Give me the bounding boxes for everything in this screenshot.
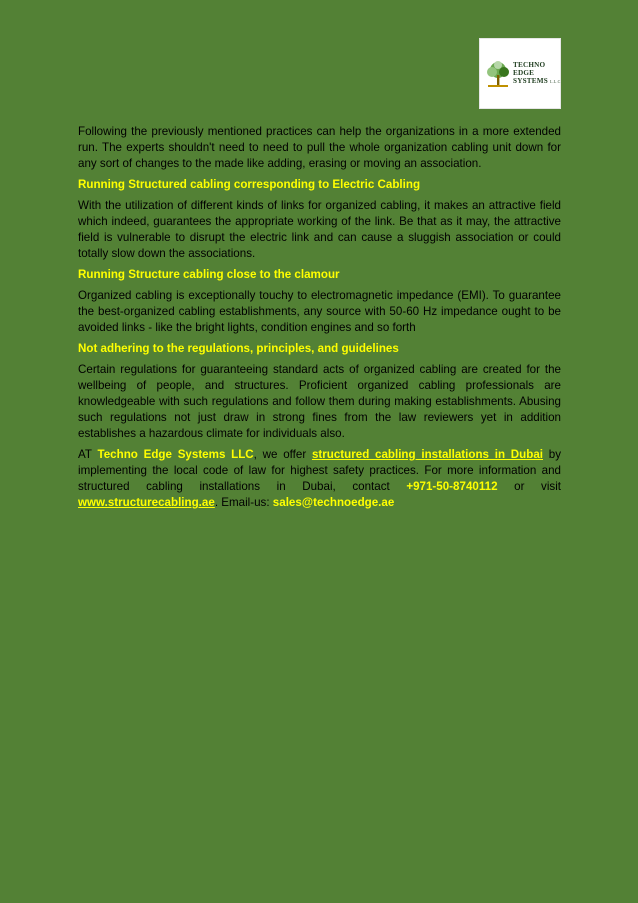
website-link[interactable]: www.structurecabling.ae (78, 496, 215, 509)
heading-regulations: Not adhering to the regulations, principles, and guidelines (78, 342, 399, 355)
logo-line-systems: SYSTEMS L.L.C (513, 77, 561, 85)
logo-llc: L.L.C (549, 79, 561, 84)
intro-paragraph: Following the previously mentioned practices can help the organizations in a more extended run. The experts shouldn't need to need to pull the whole organization cabling unit down for any sort of changes to the made like adding, erasing or moving an association. (78, 125, 561, 170)
paragraph-clamour: Organized cabling is exceptionally touchy to electromagnetic impedance (EMI). To guarantee the best-organized cabling establishments, any source with 50-60 Hz impedance ought to be avoided links - like the bright lights, condition engines and so forth (78, 289, 561, 334)
service-link[interactable]: structured cabling installations in Dubai (311, 448, 543, 461)
email-label: . Email-us: (214, 496, 273, 509)
phone-number[interactable]: +971-50-8740112 (406, 480, 498, 493)
logo-wordmark (513, 61, 561, 86)
closing-at: AT (78, 448, 98, 461)
closing-offer: , we offer (253, 448, 312, 461)
closing-body: by implementing the local code of law for highest safety practices. For more information and structured cabling installations in Dubai, contact (78, 448, 561, 493)
paragraph-electric-cabling: With the utilization of different kinds of links for organized cabling, it makes an attractive field which indeed, guarantees the appropriate working of the link. Be that as it may, the attractive field is vulnerable to disrupt the electric link and can cause a sluggish association or could totally slow down the associations. (78, 199, 561, 260)
heading-clamour: Running Structure cabling close to the clamour (78, 268, 340, 281)
tree-icon (483, 59, 513, 93)
logo-line-techno: TECHNO (513, 61, 546, 69)
company-name: Techno Edge Systems LLC (97, 448, 254, 461)
email-address[interactable]: sales@technoedge.ae (272, 496, 395, 509)
logo-line-edge: EDGE (513, 69, 535, 77)
heading-electric-cabling: Running Structured cabling corresponding to Electric Cabling (78, 178, 421, 191)
closing-or-visit: or visit (497, 480, 561, 493)
document-body (78, 124, 561, 516)
company-logo (479, 38, 561, 109)
paragraph-regulations: Certain regulations for guaranteeing standard acts of organized cabling are created for the wellbeing of people, and structures. Proficient organized cabling professionals are knowledgeable with such regulations and follow them during making establishments. Abusing such regulations not just draw in strong fines from the law reviewers yet in addition establishes a hazardous climate for individuals also. (78, 363, 561, 440)
closing-paragraph (78, 447, 561, 511)
